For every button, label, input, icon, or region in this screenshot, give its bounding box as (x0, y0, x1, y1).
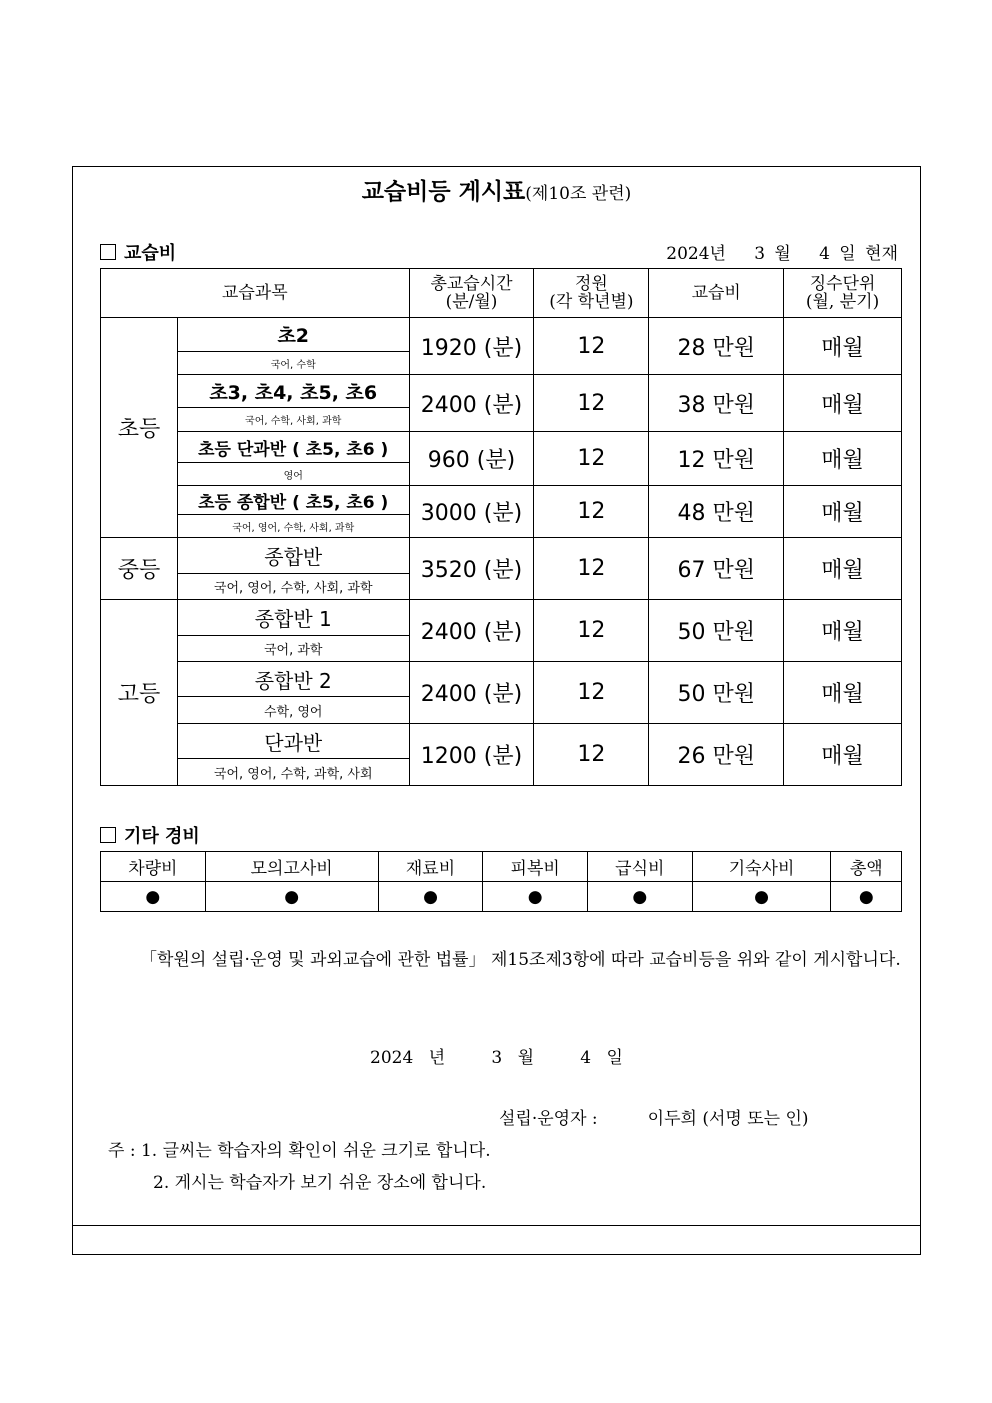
course-subjects: 국어, 과학 (177, 636, 409, 662)
date-day: 4 (580, 1048, 592, 1068)
bullet-dot-icon: ● (101, 882, 206, 912)
other-expenses-table (100, 851, 902, 912)
header-fee: 교습비 (649, 269, 784, 318)
document-title (73, 173, 920, 206)
course-time: 1200 (분) (409, 724, 534, 786)
table-row (101, 600, 902, 636)
as-of-year: 2024년 (666, 244, 726, 264)
course-time: 3520 (분) (409, 538, 534, 600)
date-month: 3 (491, 1048, 503, 1068)
course-subjects: 국어, 영어, 수학, 사회, 과학 (177, 515, 409, 538)
course-fee: 50 만원 (649, 662, 784, 724)
course-name: 종합반 (177, 538, 409, 574)
course-name: 단과반 (177, 724, 409, 759)
fees-table (100, 268, 902, 786)
course-unit: 매월 (784, 375, 902, 432)
note-text: 2. 게시는 학습자가 보기 쉬운 장소에 합니다. (153, 1173, 487, 1193)
other-col-header: 총액 (831, 852, 902, 882)
course-unit: 매월 (784, 724, 902, 786)
course-time: 3000 (분) (409, 486, 534, 538)
course-fee: 26 만원 (649, 724, 784, 786)
course-time: 2400 (분) (409, 375, 534, 432)
checkbox-square-icon (100, 244, 116, 260)
signature-line (499, 1104, 809, 1129)
table-row (101, 318, 902, 352)
table-row (101, 724, 902, 759)
course-fee: 12 만원 (649, 432, 784, 486)
date-day-unit: 일 (606, 1048, 623, 1068)
fees-heading-label: 교습비 (124, 243, 177, 264)
note-2 (153, 1168, 486, 1193)
fees-header-row (101, 269, 902, 318)
other-col-header: 재료비 (378, 852, 483, 882)
as-of-day: 4 일 (819, 244, 856, 264)
course-name: 초2 (177, 318, 409, 352)
title-sub: (제10조 관련) (525, 184, 632, 204)
other-heading-label: 기타 경비 (124, 826, 200, 847)
course-name: 종합반 2 (177, 662, 409, 697)
course-fee: 38 만원 (649, 375, 784, 432)
course-fee: 50 만원 (649, 600, 784, 662)
course-capacity: 12 (534, 724, 649, 786)
course-name: 초등 종합반 ( 초5, 초6 ) (177, 486, 409, 515)
course-unit: 매월 (784, 432, 902, 486)
course-time: 2400 (분) (409, 662, 534, 724)
as-of-suffix: 현재 (865, 244, 898, 264)
course-subjects: 국어, 수학 (177, 352, 409, 375)
table-row (101, 375, 902, 408)
fees-section-heading (100, 239, 176, 265)
course-fee: 67 만원 (649, 538, 784, 600)
title-main: 교습비등 게시표 (361, 179, 526, 205)
other-col-header: 피복비 (483, 852, 588, 882)
course-unit: 매월 (784, 662, 902, 724)
header-total-time: 총교습시간 (분/월) (409, 269, 534, 318)
signature-label: 설립·운영자 : (499, 1109, 598, 1129)
course-name: 초등 단과반 ( 초5, 초6 ) (177, 432, 409, 463)
note-prefix: 주 : (108, 1141, 136, 1161)
course-capacity: 12 (534, 375, 649, 432)
course-subjects: 영어 (177, 463, 409, 486)
date-month-unit: 월 (517, 1048, 535, 1068)
table-row (101, 538, 902, 574)
course-capacity: 12 (534, 486, 649, 538)
course-subjects: 수학, 영어 (177, 697, 409, 724)
level-elementary: 초등 (101, 318, 178, 538)
signature-name: 이두희 (서명 또는 인) (647, 1109, 809, 1129)
document-frame (72, 166, 921, 1255)
course-capacity: 12 (534, 662, 649, 724)
table-row (101, 662, 902, 697)
bullet-dot-icon: ● (378, 882, 483, 912)
course-subjects: 국어, 영어, 수학, 사회, 과학 (177, 574, 409, 600)
header-collection: 징수단위 (월, 분기) (784, 269, 902, 318)
course-fee: 48 만원 (649, 486, 784, 538)
course-name: 종합반 1 (177, 600, 409, 636)
note-text: 1. 글씨는 학습자의 확인이 쉬운 크기로 합니다. (140, 1141, 491, 1161)
other-col-header: 차량비 (101, 852, 206, 882)
bullet-dot-icon: ● (831, 882, 902, 912)
course-subjects: 국어, 영어, 수학, 과학, 사회 (177, 759, 409, 786)
level-high: 고등 (101, 600, 178, 786)
other-header-row (101, 852, 902, 882)
course-unit: 매월 (784, 538, 902, 600)
course-time: 2400 (분) (409, 600, 534, 662)
date-year: 2024 (370, 1048, 414, 1068)
course-capacity: 12 (534, 600, 649, 662)
checkbox-square-icon (100, 827, 116, 843)
other-col-header: 급식비 (587, 852, 692, 882)
other-col-header: 모의고사비 (205, 852, 378, 882)
course-time: 960 (분) (409, 432, 534, 486)
bullet-dot-icon: ● (483, 882, 588, 912)
course-subjects: 국어, 수학, 사회, 과학 (177, 408, 409, 432)
header-capacity: 정원 (각 학년별) (534, 269, 649, 318)
table-row (101, 486, 902, 515)
bullet-dot-icon: ● (692, 882, 831, 912)
bullet-dot-icon: ● (587, 882, 692, 912)
bullet-dot-icon: ● (205, 882, 378, 912)
level-middle: 중등 (101, 538, 178, 600)
as-of-date (666, 239, 898, 264)
statement-paragraph: 「학원의 설립·운영 및 과외교습에 관한 법률」 제15조제3항에 따라 교습비등을 위와 같이 게시합니다. (140, 950, 901, 970)
note-1 (108, 1136, 491, 1161)
course-fee: 28 만원 (649, 318, 784, 375)
date-year-unit: 년 (428, 1048, 446, 1068)
course-unit: 매월 (784, 600, 902, 662)
course-capacity: 12 (534, 432, 649, 486)
other-value-row (101, 882, 902, 912)
as-of-month: 3 월 (754, 244, 791, 264)
document-date (73, 1043, 920, 1068)
table-row (101, 432, 902, 463)
course-capacity: 12 (534, 318, 649, 375)
course-unit: 매월 (784, 318, 902, 375)
footer-divider (73, 1225, 920, 1226)
header-subject: 교습과목 (101, 269, 410, 318)
course-time: 1920 (분) (409, 318, 534, 375)
other-col-header: 기숙사비 (692, 852, 831, 882)
course-name: 초3, 초4, 초5, 초6 (177, 375, 409, 408)
course-unit: 매월 (784, 486, 902, 538)
other-section-heading (100, 822, 200, 848)
course-capacity: 12 (534, 538, 649, 600)
